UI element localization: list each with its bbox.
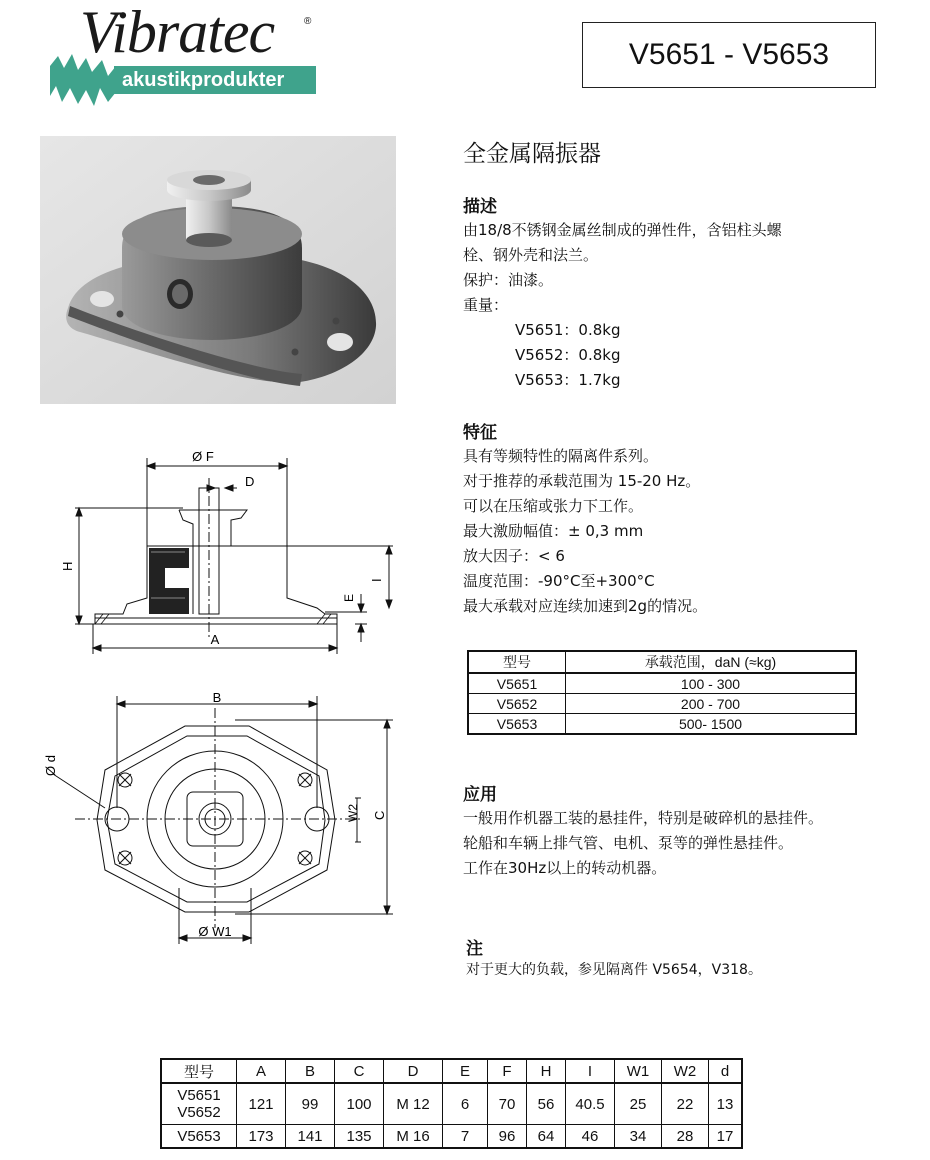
logo-subtitle: akustikprodukter (114, 66, 316, 94)
table-header: W2 (662, 1059, 709, 1083)
model-range-box (582, 22, 876, 88)
table-cell: V5651 (468, 673, 566, 694)
label-h: H (60, 561, 75, 571)
product-title: 全金属隔振器 (463, 141, 601, 167)
table-cell: 173 (237, 1125, 286, 1149)
table-row (468, 673, 856, 694)
label-w1: Ø W1 (198, 924, 232, 939)
description-line: 栓、钢外壳和法兰。 (463, 246, 599, 264)
table-header: E (443, 1059, 488, 1083)
table-cell: 96 (488, 1125, 527, 1149)
model-cell: V5653 (161, 1125, 237, 1149)
table-header: D (384, 1059, 443, 1083)
label-a: A (210, 632, 220, 647)
table-cell: 200 - 700 (566, 694, 857, 714)
table-cell: 28 (662, 1125, 709, 1149)
label-b: B (212, 690, 222, 705)
description-block (463, 218, 782, 393)
table-row (468, 694, 856, 714)
feature-line: 最大激励幅值：± 0,3 mm (463, 522, 644, 540)
table-cell: 100 (335, 1083, 384, 1125)
table-header: F (488, 1059, 527, 1083)
table-cell: M 12 (384, 1083, 443, 1125)
table-cell: 46 (566, 1125, 615, 1149)
table-cell: 141 (286, 1125, 335, 1149)
table-cell: V5652 (468, 694, 566, 714)
application-line: 工作在30Hz以上的转动机器。 (463, 859, 667, 877)
feature-line: 具有等频特性的隔离件系列。 (463, 447, 659, 465)
application-line: 轮船和车辆上排气管、电机、泵等的弹性悬挂件。 (463, 834, 794, 852)
table-header: I (566, 1059, 615, 1083)
table-cell: 500- 1500 (566, 714, 857, 735)
table-header: A (237, 1059, 286, 1083)
label-f: Ø F (192, 449, 214, 464)
table-header: C (335, 1059, 384, 1083)
label-e: E (342, 593, 356, 602)
table-header: 承载范围，daN (≈kg) (566, 651, 857, 673)
table-row (161, 1125, 742, 1149)
note-heading: 注 (466, 939, 483, 959)
description-line: 由18/8不锈钢金属丝制成的弹性件，含铝柱头螺 (463, 221, 782, 239)
feature-line: 最大承载对应连续加速到2g的情况。 (463, 597, 708, 615)
top-view-drawing (35, 688, 415, 950)
table-cell: 25 (615, 1083, 662, 1125)
table-cell: 121 (237, 1083, 286, 1125)
table-cell: 70 (488, 1083, 527, 1125)
label-c: C (372, 810, 387, 820)
vibratec-logo (50, 0, 330, 110)
feature-line: 放大因子：< 6 (463, 547, 565, 565)
table-cell: 34 (615, 1125, 662, 1149)
weight-line: V5652：0.8kg (515, 346, 621, 364)
weight-line: V5653：1.7kg (515, 371, 621, 389)
label-d: D (245, 474, 255, 489)
table-cell: 7 (443, 1125, 488, 1149)
table-cell: 100 - 300 (566, 673, 857, 694)
table-header: B (286, 1059, 335, 1083)
table-header: H (527, 1059, 566, 1083)
table-cell: 17 (709, 1125, 743, 1149)
weight-line: V5651：0.8kg (515, 321, 621, 339)
table-header: d (709, 1059, 743, 1083)
description-line: 重量： (463, 296, 509, 314)
table-cell: 6 (443, 1083, 488, 1125)
table-header-row (161, 1059, 742, 1083)
feature-line: 可以在压缩或张力下工作。 (463, 497, 644, 515)
load-range-table (467, 650, 857, 735)
model-range: V5651 - V5653 (628, 38, 830, 71)
features-heading: 特征 (463, 423, 497, 443)
table-row (468, 714, 856, 735)
application-line: 一般用作机器工装的悬挂件，特别是破碎机的悬挂件。 (463, 809, 824, 827)
table-cell: 56 (527, 1083, 566, 1125)
model-name: V5652 (177, 1104, 221, 1121)
table-cell: V5653 (468, 714, 566, 735)
feature-line: 温度范围：-90°C至+300°C (463, 572, 655, 590)
label-i: I (369, 578, 384, 582)
dimension-table (160, 1058, 743, 1149)
table-row (161, 1083, 742, 1125)
description-line: 保护：油漆。 (463, 271, 554, 289)
application-heading: 应用 (463, 785, 497, 805)
table-cell: 135 (335, 1125, 384, 1149)
description-heading: 描述 (463, 197, 497, 217)
table-cell: 13 (709, 1083, 743, 1125)
side-section-drawing (55, 448, 405, 658)
logo-registered-mark: ® (304, 16, 312, 27)
table-cell: 99 (286, 1083, 335, 1125)
table-cell: 22 (662, 1083, 709, 1125)
table-cell: M 16 (384, 1125, 443, 1149)
model-name: V5651 (177, 1087, 221, 1104)
model-cell (161, 1083, 237, 1125)
label-d-hole: Ø d (43, 755, 58, 776)
table-header: 型号 (468, 651, 566, 673)
table-cell: 40.5 (566, 1083, 615, 1125)
logo-brand: Vibratec (80, 0, 275, 65)
product-photo (40, 136, 396, 404)
note-text: 对于更大的负载，参见隔离件 V5654，V318。 (466, 962, 762, 978)
table-header: W1 (615, 1059, 662, 1083)
table-header-row (468, 651, 856, 673)
table-header: 型号 (161, 1059, 237, 1083)
features-block (463, 444, 707, 619)
application-block (463, 806, 823, 881)
feature-line: 对于推荐的承载范围为 15-20 Hz。 (463, 472, 701, 490)
label-w2: W2 (346, 804, 360, 822)
table-cell: 64 (527, 1125, 566, 1149)
